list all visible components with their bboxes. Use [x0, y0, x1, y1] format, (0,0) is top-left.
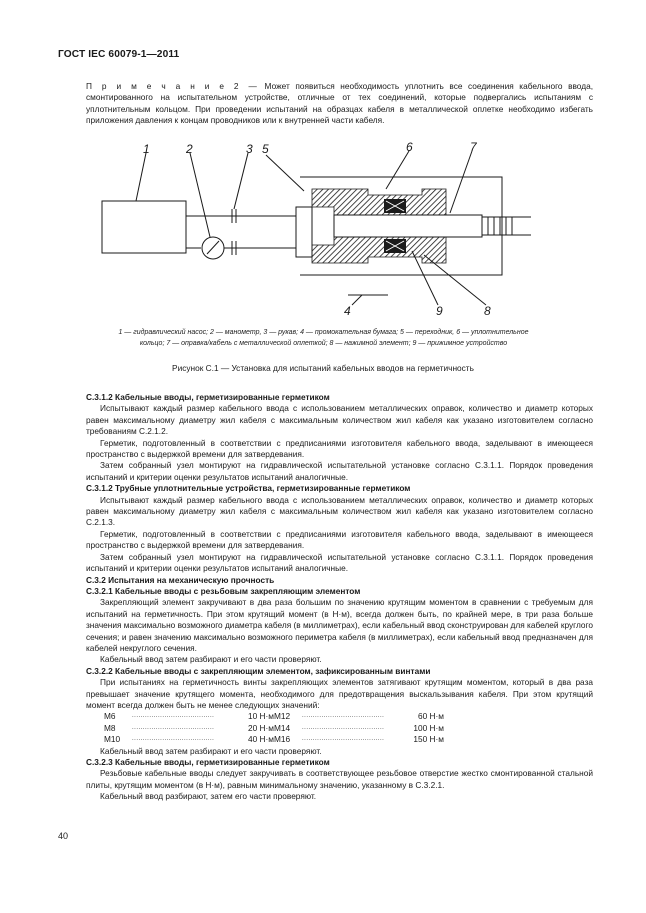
cable-mandrel [334, 215, 482, 237]
legend-line-1: 1 — гидравлический насос; 2 — манометр, 3 — рукав; 4 — промокательная бумага; 5 — переходник, 6 — уплотнительное [118, 329, 529, 336]
section-title: С.3.1.2 Кабельные вводы, герметизированные герметиком [86, 392, 330, 402]
page-number: 40 [58, 831, 69, 841]
paragraph: Кабельный ввод разбирают, затем его части проверяют. [100, 791, 317, 802]
torque-column-right [274, 711, 444, 745]
thread-size: М8 [104, 722, 116, 733]
torque-row: М10 ...................................... 40 Н·м [104, 734, 274, 745]
torque-row: М12 ...................................... 60 Н·м [274, 711, 444, 722]
thread-size: М16 [274, 734, 291, 745]
label-3: 3 [246, 142, 253, 156]
paragraph: Затем собранный узел монтируют на гидравлической испытательной установке согласно С.3.1.1. Порядок проведения испытаний и критерии оценки результатов испытаний аналогичные. [86, 551, 593, 574]
paragraph: Резьбовые кабельные вводы следует закручивать в соответствующее резьбовое отверстие жестко смонтированной стальной плиты, крутящим моментом (в Н·м), равным минимальному значению, указанному в С.3.2.1. [86, 768, 593, 790]
label-1: 1 [143, 142, 150, 156]
paragraph: При испытаниях на герметичность винты закрепляющих элементов затягивают крутящим моментом, который в два раза превышает значение крутящего момента, необходимого для предотвращения выскальзывания кабеля. При этом крутящий момент всегда должен быть не менее следующих значений: [86, 677, 593, 710]
section-title: С.3.2.1 Кабельные вводы с резьбовым закрепляющим элементом [86, 585, 361, 596]
torque-row: М14 ...................................... 100 Н·м [274, 722, 444, 733]
note-2 [86, 81, 593, 126]
label-2: 2 [186, 142, 193, 156]
torque-value: 40 Н·м [248, 734, 274, 745]
torque-value: 150 Н·м [413, 734, 444, 745]
note-text: Может появиться необходимость уплотнить все соединения кабельного ввода, смонтированного на испытательном устройстве, отличные от тех соединений, которые подвергались испытаниям с уплотнительным кольцом. При проведении испытаний на образцах кабеля в металлической оплетке необходимо избегать приложения давления к концам проводников или к внутренней части кабеля. [86, 81, 594, 125]
adapter [296, 207, 312, 257]
section-title: С.3.2.2 Кабельные вводы с закрепляющим элементом, зафиксированным винтами [86, 665, 431, 676]
thread-size: М12 [274, 711, 291, 722]
paragraph: Кабельный ввод затем разбирают и его части проверяют. [100, 745, 322, 756]
figure-caption: Рисунок С.1 — Установка для испытаний кабельных вводов на герметичность [172, 363, 474, 373]
paragraph: Затем собранный узел монтируют на гидравлической испытательной установке согласно С.3.1.1. Порядок проведения испытаний и критерии оценки результатов испытаний аналогичные. [86, 460, 593, 482]
body-text [86, 392, 593, 803]
torque-value: 10 Н·м [248, 711, 274, 722]
thread-size: М14 [274, 722, 291, 733]
section-title: С.3.1.2 Трубные уплотнительные устройства, герметизированные герметиком [86, 483, 411, 494]
torque-table [104, 711, 593, 745]
torque-value: 20 Н·м [248, 722, 274, 733]
section-title: С.3.2.3 Кабельные вводы, герметизированные герметиком [86, 756, 330, 767]
gland-body-lower [312, 237, 446, 263]
legend-line-2: кольцо; 7 — оправка/кабель с металлической оплеткой; 8 — нажимной элемент; 9 — прижимное устройство [139, 339, 508, 347]
paragraph: Герметик, подготовленный в соответствии с предписаниями изготовителя кабельного ввода, заделывают в имеющееся пространство с выдержкой времени для затвердевания. [86, 437, 593, 460]
torque-row: М6 ...................................... 10 Н·м [104, 711, 274, 722]
thread-size: М10 [104, 734, 121, 745]
section-title: С.3.2 Испытания на механическую прочность [86, 574, 275, 585]
torque-row: М8 ...................................... 20 Н·м [104, 722, 274, 733]
note-prefix: П р и м е ч а н и е 2 — [86, 81, 259, 91]
label-4: 4 [344, 304, 351, 318]
label-9: 9 [436, 304, 443, 318]
figure-c1 [86, 137, 556, 325]
paragraph: Испытывают каждый размер кабельного ввода с использованием металлических оправок, количество и диаметр которых равен максимальному диаметру жил кабеля с максимальным количеством жил кабеля как указано изготовителем согласно требованиям С.2.1.2. [86, 403, 593, 437]
gland-body-upper [312, 189, 446, 215]
paragraph: Кабельный ввод затем разбирают и его части проверяют. [100, 654, 322, 665]
label-5: 5 [262, 142, 269, 156]
torque-value: 60 Н·м [418, 711, 444, 722]
torque-row: М16 ...................................... 150 Н·м [274, 734, 444, 745]
paragraph: Испытывают каждый размер кабельного ввода с использованием металлических оправок, количество и диаметр которых равен максимальному диаметру жил кабеля с максимальным количеством жил кабеля как указано изготовителем согласно С.2.1.3. [86, 494, 593, 528]
label-8: 8 [484, 304, 491, 318]
label-7: 7 [470, 140, 477, 154]
thread-size: М6 [104, 711, 116, 722]
document-header: ГОСТ IEC 60079-1—2011 [58, 49, 180, 60]
figure-legend [58, 328, 589, 349]
torque-column-left [104, 711, 274, 745]
label-6: 6 [406, 140, 413, 154]
torque-value: 100 Н·м [413, 722, 444, 733]
hydraulic-pump-box [102, 201, 186, 253]
paragraph: Закрепляющий элемент закручивают в два раза большим по значению крутящим моментом в сравнении с требуемым для испытаний на герметичность. При этом крутящий момент (в Н·м), всегда должен быть, по крайней мере, в три раза больше значения максимально возможного диаметра кабеля (в миллиметрах), если кабельный ввод сконструирован для кабелей круглого сечения; и равен значению максимально возможного периметра кабеля (в миллиметрах), если кабельный ввод предназначен для кабелей некруглого сечения. [86, 597, 593, 653]
paragraph: Герметик, подготовленный в соответствии с предписаниями изготовителя кабельного ввода, заделывают в имеющееся пространство с выдержкой времени для затвердевания. [86, 528, 593, 551]
